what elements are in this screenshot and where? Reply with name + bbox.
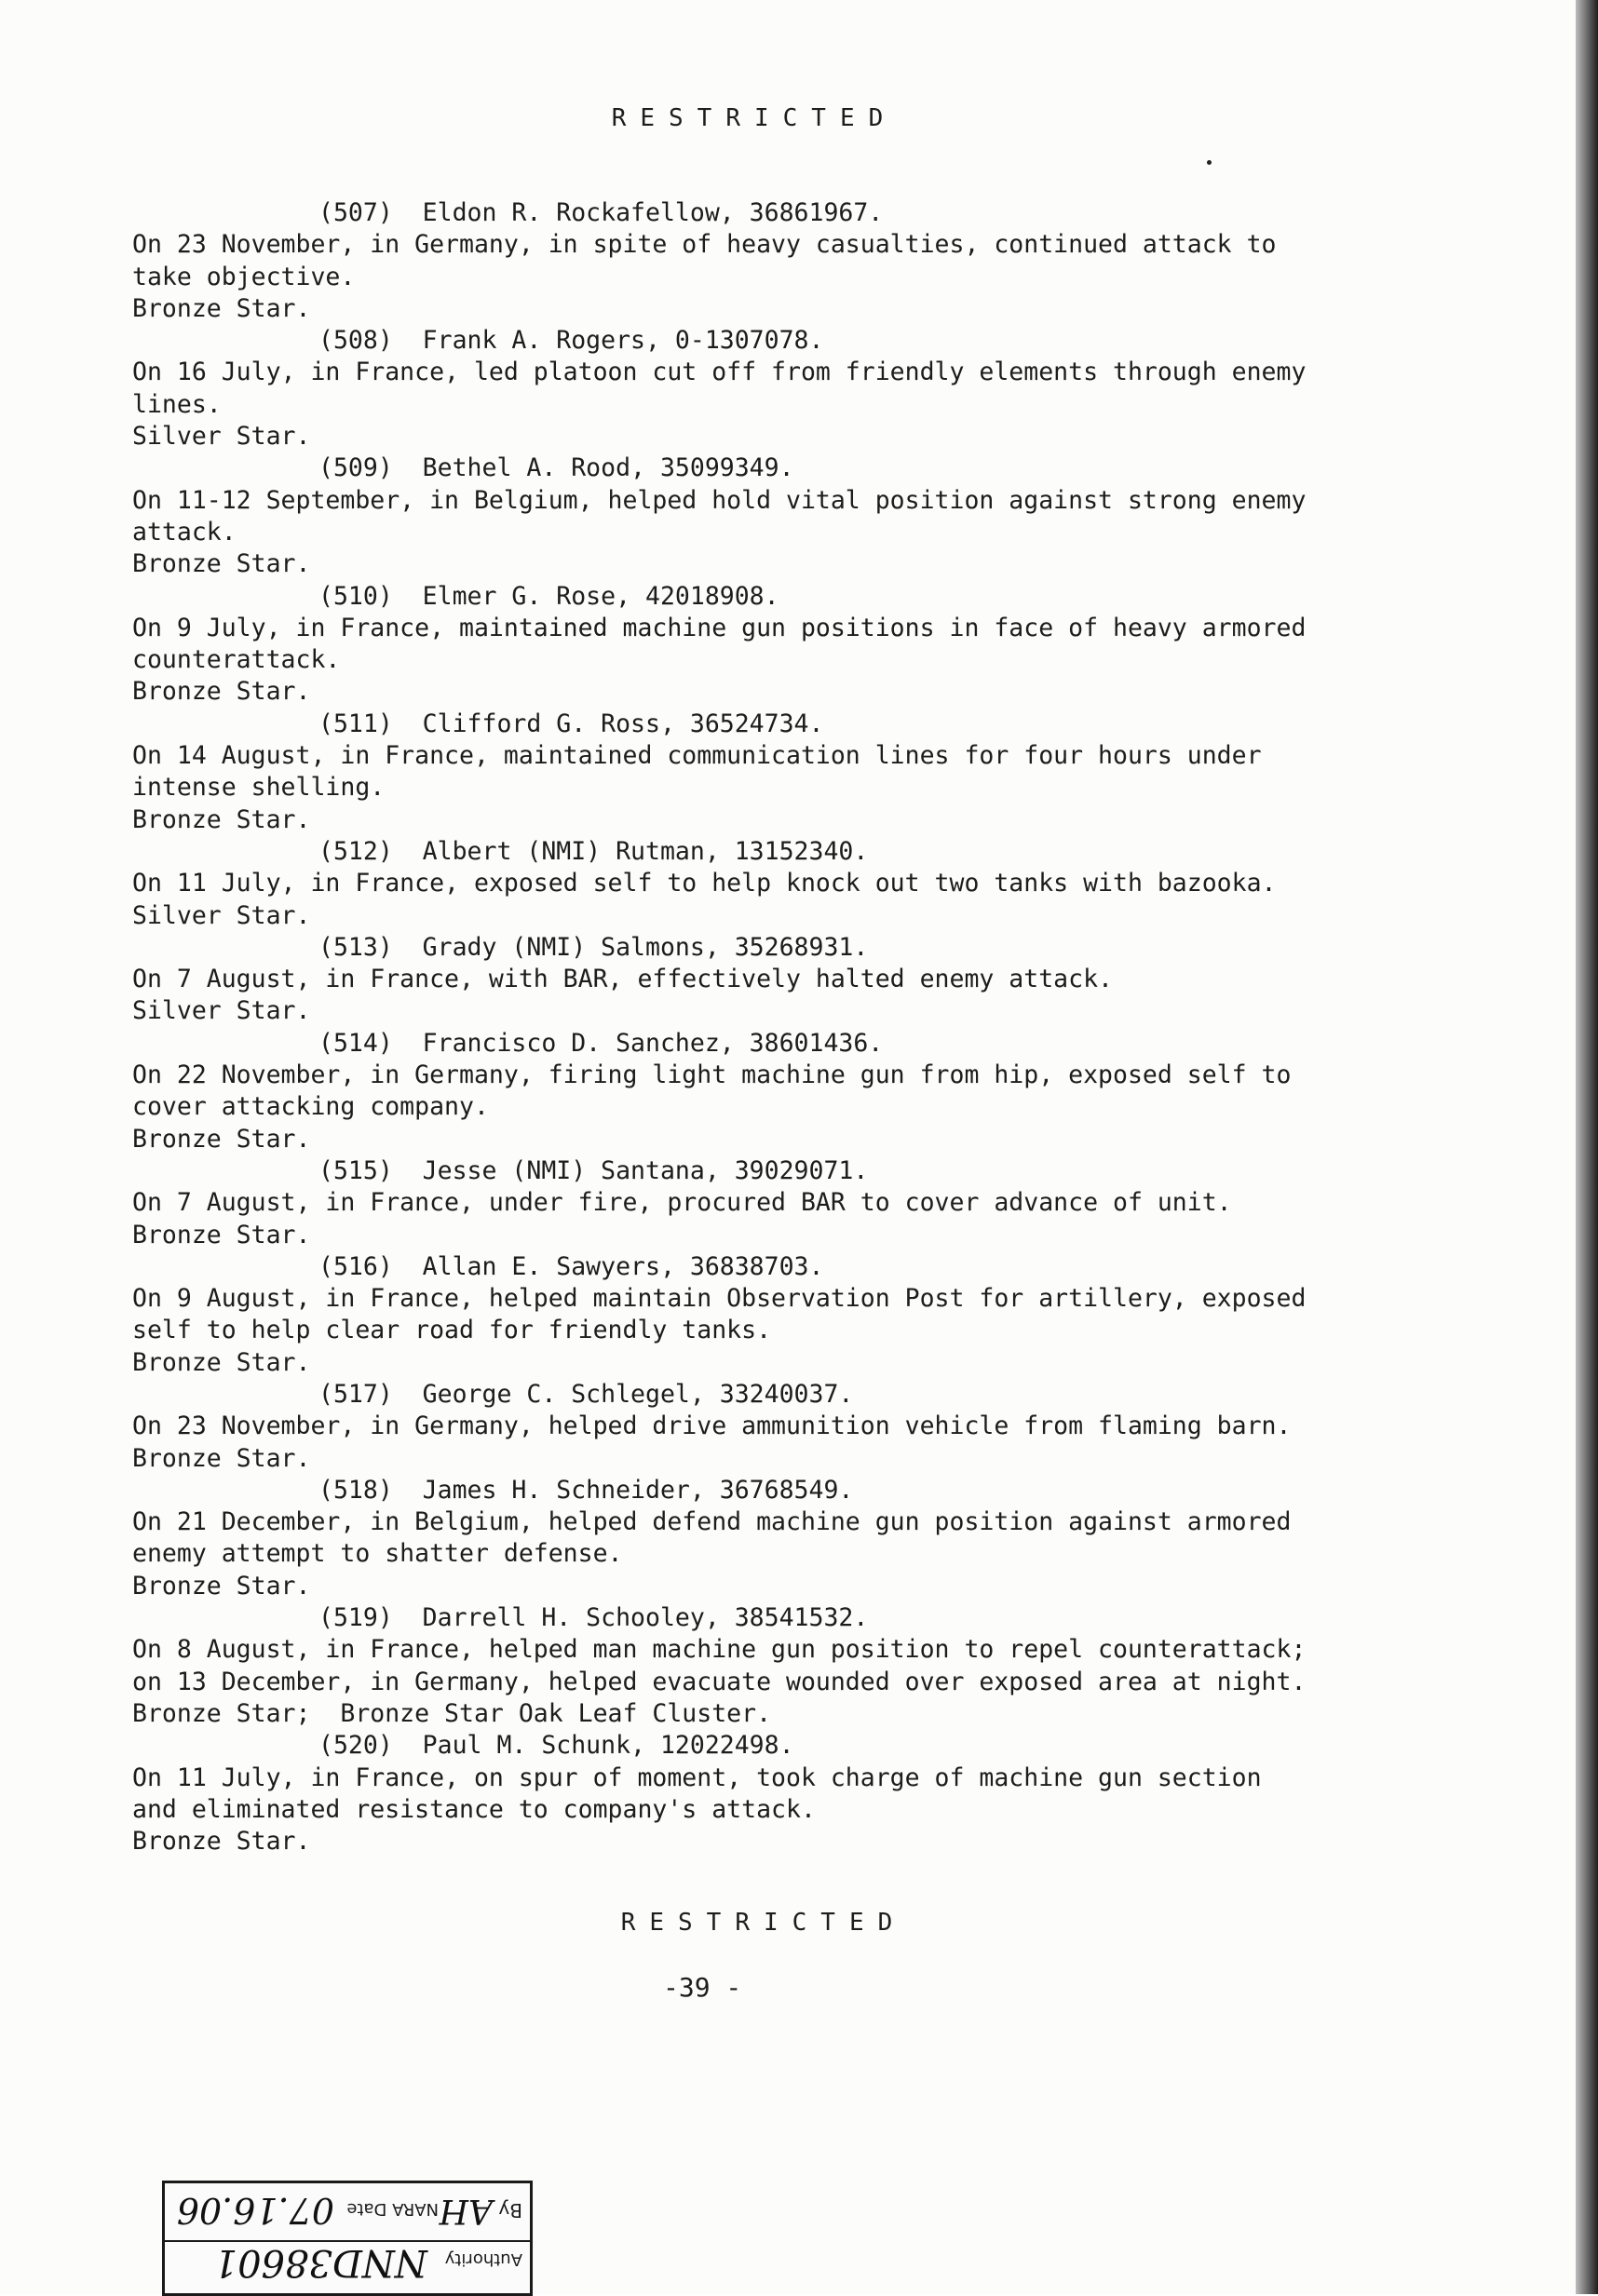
- entry-award: Silver Star.: [132, 900, 311, 930]
- page-number: -39 -: [663, 1972, 742, 2003]
- entry-heading: (509) Bethel A. Rood, 35099349.: [318, 453, 794, 483]
- award-entry: [132, 1602, 1380, 1730]
- entry-citation-line: take objective.: [132, 262, 356, 291]
- award-entry: [132, 1028, 1380, 1155]
- entry-award: Bronze Star.: [132, 1571, 311, 1600]
- entry-citation-line: enemy attempt to shatter defense.: [132, 1539, 623, 1569]
- entry-citation-line: On 9 July, in France, maintained machine gun positions in face of heavy armored: [132, 613, 1307, 642]
- header-restricted-marking: RESTRICTED: [611, 104, 898, 132]
- entry-award: Bronze Star.: [132, 804, 311, 834]
- entry-citation-line: On 7 August, in France, under fire, procured BAR to cover advance of unit.: [132, 1188, 1232, 1218]
- award-entry: [132, 1730, 1380, 1857]
- scan-speck: [1207, 160, 1212, 165]
- entry-citation-line: On 7 August, in France, with BAR, effectively halted enemy attack.: [132, 965, 1113, 994]
- entry-citation-line: attack.: [132, 517, 237, 547]
- entry-heading: (516) Allan E. Sawyers, 36838703.: [318, 1251, 824, 1281]
- entry-citation-line: On 11-12 September, in Belgium, helped hold vital position against strong enemy: [132, 485, 1307, 515]
- entry-award: Bronze Star.: [132, 1124, 311, 1154]
- entry-citation-line: on 13 December, in Germany, helped evacuate wounded over exposed area at night.: [132, 1667, 1307, 1696]
- award-entry: [132, 452, 1380, 580]
- entry-award: Bronze Star.: [132, 293, 311, 323]
- entry-award: Bronze Star; Bronze Star Oak Leaf Cluster.: [132, 1698, 772, 1728]
- entry-heading: (514) Francisco D. Sanchez, 38601436.: [318, 1028, 884, 1058]
- entry-citation-line: On 21 December, in Belgium, helped defend machine gun position against armored: [132, 1507, 1292, 1537]
- scan-edge-shadow: [1576, 0, 1598, 2294]
- award-entry: [132, 197, 1380, 325]
- entry-citation-line: On 16 July, in France, led platoon cut off from friendly elements through enemy: [132, 358, 1307, 387]
- entry-citation-line: counterattack.: [132, 645, 341, 675]
- entry-heading: (515) Jesse (NMI) Santana, 39029071.: [318, 1155, 869, 1185]
- entry-award: Bronze Star.: [132, 1443, 311, 1473]
- stamp-nara-label: NARA Date: [346, 2199, 439, 2219]
- entry-heading: (520) Paul M. Schunk, 12022498.: [318, 1731, 794, 1761]
- footer-restricted-marking: RESTRICTED: [620, 1909, 907, 1937]
- entry-heading: (512) Albert (NMI) Rutman, 13152340.: [318, 836, 869, 866]
- entry-citation-line: intense shelling.: [132, 773, 386, 803]
- entry-citation-line: On 14 August, in France, maintained communication lines for four hours under: [132, 741, 1262, 771]
- entry-citation-line: On 23 November, in Germany, helped drive ammunition vehicle from flaming barn.: [132, 1411, 1292, 1441]
- stamp-by-label: By: [498, 2199, 522, 2222]
- award-entry: [132, 1379, 1380, 1475]
- nara-declassification-stamp: [162, 2181, 533, 2296]
- entry-citation-line: On 22 November, in Germany, firing light machine gun from hip, exposed self to: [132, 1060, 1292, 1090]
- entry-award: Bronze Star.: [132, 1220, 311, 1249]
- entry-heading: (517) George C. Schlegel, 33240037.: [318, 1379, 854, 1409]
- entry-heading: (507) Eldon R. Rockafellow, 36861967.: [318, 198, 884, 227]
- entry-award: Bronze Star.: [132, 1827, 311, 1857]
- award-entry: [132, 1251, 1380, 1379]
- stamp-by-value: AH: [439, 2192, 493, 2230]
- entry-citation-line: On 11 July, in France, exposed self to help knock out two tanks with bazooka.: [132, 869, 1277, 898]
- entry-award: Silver Star.: [132, 422, 311, 452]
- stamp-authority-label: Authority: [444, 2249, 522, 2269]
- stamp-authority-value: NND38601: [213, 2241, 427, 2284]
- entry-heading: (513) Grady (NMI) Salmons, 35268931.: [318, 932, 869, 962]
- award-entry: [132, 836, 1380, 932]
- entry-award: Silver Star.: [132, 996, 311, 1026]
- entry-citation-line: cover attacking company.: [132, 1092, 489, 1122]
- entry-citation-line: On 9 August, in France, helped maintain Observation Post for artillery, exposed: [132, 1284, 1307, 1314]
- entry-heading: (519) Darrell H. Schooley, 38541532.: [318, 1603, 869, 1633]
- entry-citation-line: On 11 July, in France, on spur of moment, took charge of machine gun section: [132, 1763, 1262, 1792]
- stamp-date-value: 07.16.06: [176, 2190, 334, 2231]
- entry-citation-line: On 23 November, in Germany, in spite of heavy casualties, continued attack to: [132, 230, 1277, 260]
- entry-citation-line: On 8 August, in France, helped man machine gun position to repel counterattack;: [132, 1635, 1307, 1665]
- entry-award: Bronze Star.: [132, 677, 311, 707]
- entry-award: Bronze Star.: [132, 549, 311, 579]
- entry-citation-line: self to help clear road for friendly tanks.: [132, 1316, 772, 1345]
- entry-citation-line: and eliminated resistance to company's attack.: [132, 1794, 816, 1824]
- award-entry: [132, 709, 1380, 836]
- entry-heading: (511) Clifford G. Ross, 36524734.: [318, 709, 824, 738]
- award-entry: [132, 1155, 1380, 1251]
- entry-award: Bronze Star.: [132, 1347, 311, 1377]
- entry-heading: (510) Elmer G. Rose, 42018908.: [318, 581, 779, 611]
- award-entry: [132, 325, 1380, 452]
- entry-heading: (508) Frank A. Rogers, 0-1307078.: [318, 326, 824, 356]
- award-entries-list: [132, 197, 1380, 1857]
- award-entry: [132, 581, 1380, 709]
- award-entry: [132, 932, 1380, 1028]
- entry-heading: (518) James H. Schneider, 36768549.: [318, 1475, 854, 1505]
- entry-citation-line: lines.: [132, 389, 222, 419]
- award-entry: [132, 1475, 1380, 1602]
